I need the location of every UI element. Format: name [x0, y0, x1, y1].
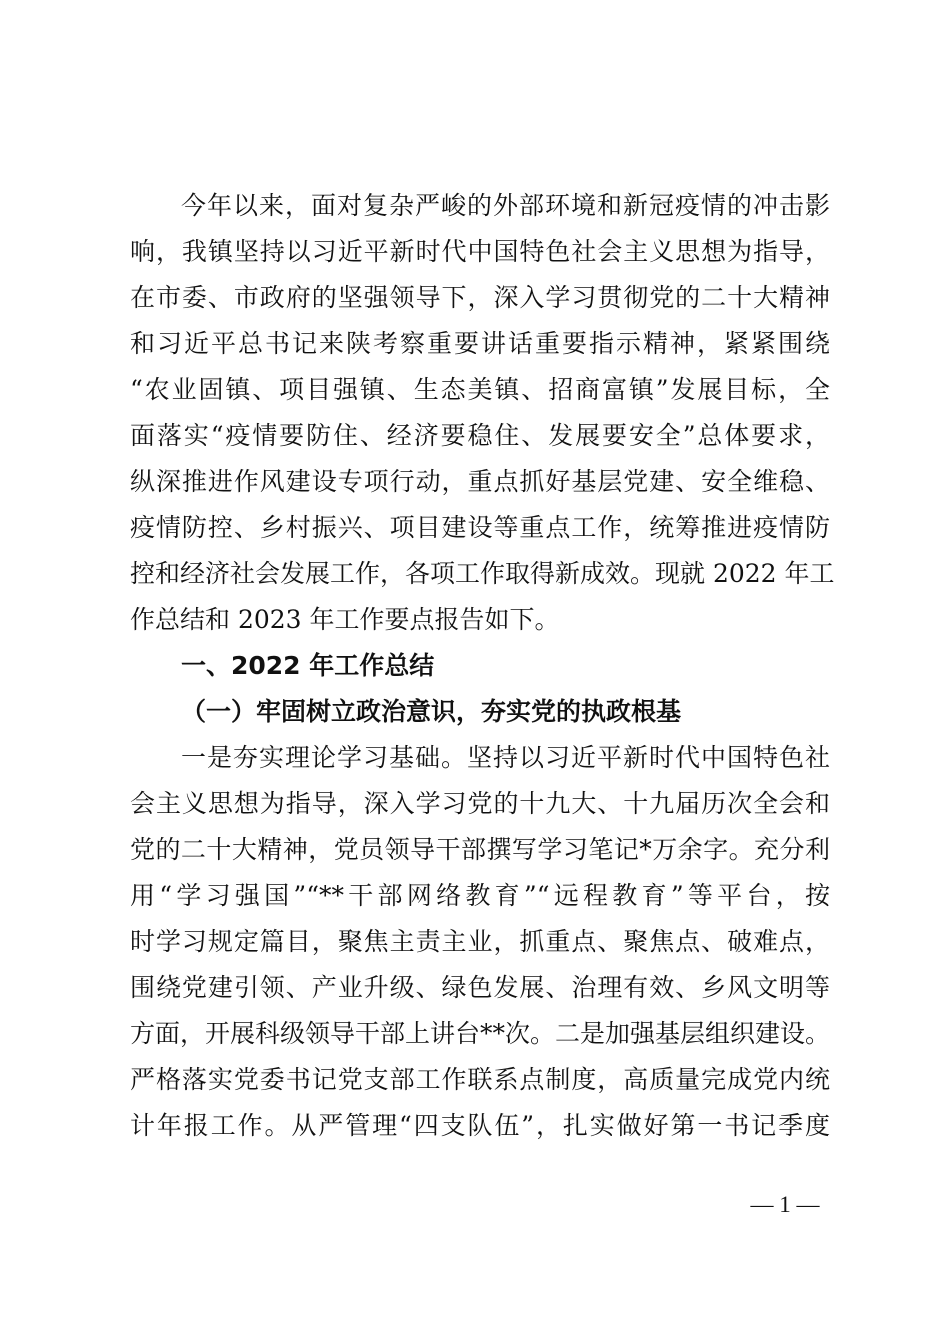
paragraph1-line-8: 疫情防控、乡村振兴、项目建设等重点工作，统筹推进疫情防 — [130, 513, 830, 542]
paragraph1-line-10: 作总结和 2023 年工作要点报告如下。 — [130, 605, 560, 634]
page-number: — 1 — — [750, 1192, 820, 1217]
paragraph2-line-3: 党的二十大精神，党员领导干部撰写学习笔记*万余字。充分利 — [130, 835, 830, 864]
paragraph1-line-5: “农业固镇、项目强镇、生态美镇、招商富镇”发展目标，全 — [130, 375, 830, 404]
subsection-heading: （一）牢固树立政治意识，夯实党的执政根基 — [181, 697, 682, 726]
paragraph2-line-8: 严格落实党委书记党支部工作联系点制度，高质量完成党内统 — [130, 1065, 830, 1094]
section-heading: 一、2022 年工作总结 — [181, 651, 435, 680]
paragraph2-line-4: 用“学习强国”“**干部网络教育”“远程教育”等平台，按 — [130, 881, 830, 910]
paragraph2-line-2: 会主义思想为指导，深入学习党的十九大、十九届历次全会和 — [130, 789, 830, 818]
paragraph1-line-1: 今年以来，面对复杂严峻的外部环境和新冠疫情的冲击影 — [181, 191, 830, 220]
paragraph2-line-1: 一是夯实理论学习基础。坚持以习近平新时代中国特色社 — [181, 743, 830, 772]
paragraph2-line-5: 时学习规定篇目，聚焦主责主业，抓重点、聚焦点、破难点， — [130, 927, 830, 956]
paragraph1-line-4: 和习近平总书记来陕考察重要讲话重要指示精神，紧紧围绕 — [130, 329, 830, 358]
paragraph1-line-3: 在市委、市政府的坚强领导下，深入学习贯彻党的二十大精神 — [130, 283, 830, 312]
paragraph2-line-7: 方面，开展科级领导干部上讲台**次。二是加强基层组织建设。 — [130, 1019, 831, 1048]
paragraph1-line-2: 响，我镇坚持以习近平新时代中国特色社会主义思想为指导， — [130, 237, 830, 266]
paragraph2-line-6: 围绕党建引领、产业升级、绿色发展、治理有效、乡风文明等 — [130, 973, 830, 1002]
paragraph1-line-9: 控和经济社会发展工作，各项工作取得新成效。现就 2022 年工 — [130, 559, 835, 588]
paragraph2-line-9: 计年报工作。从严管理“四支队伍”，扎实做好第一书记季度 — [130, 1111, 830, 1140]
paragraph1-line-6: 面落实“疫情要防住、经济要稳住、发展要安全”总体要求， — [130, 421, 830, 450]
paragraph1-line-7: 纵深推进作风建设专项行动，重点抓好基层党建、安全维稳、 — [130, 467, 830, 496]
